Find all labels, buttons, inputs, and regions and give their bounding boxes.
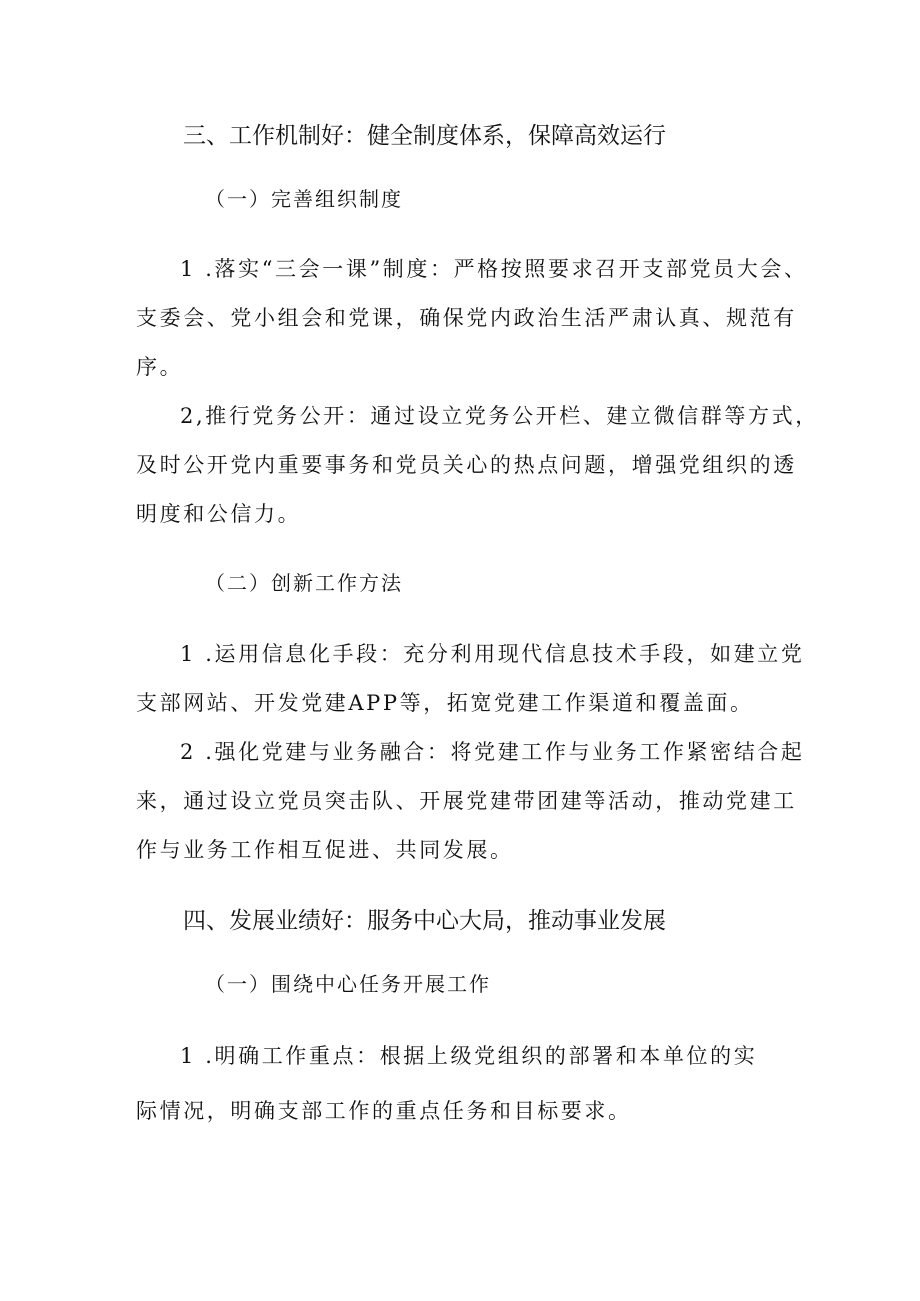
paragraph-line: 1 .落实“三会一课”制度：严格按照要求召开支部党员大会、: [180, 257, 808, 281]
paragraph-line: 2 .强化党建与业务融合：将党建工作与业务工作紧密结合起: [180, 740, 805, 764]
section-heading-3: 三、工作机制好：健全制度体系，保障高效运行: [183, 123, 666, 149]
paragraph-line: 际情况，明确支部工作的重点任务和目标要求。: [136, 1099, 632, 1123]
subsection-title-3-2: （二）创新工作方法: [205, 571, 403, 595]
paragraph-line: 支委会、党小组会和党课，确保党内政治生活严肃认真、规范有: [136, 306, 797, 330]
paragraph-line: 1 .运用信息化手段：充分利用现代信息技术手段，如建立党: [180, 642, 805, 666]
paragraph-line: 作与业务工作相互促进、共同发展。: [136, 838, 514, 862]
paragraph-line: 支部网站、开发党建APP等，拓宽党建工作渠道和覆盖面。: [136, 691, 754, 715]
subsection-title-3-1: （一）完善组织制度: [205, 187, 403, 211]
section-heading-4: 四、发展业绩好：服务中心大局，推动事业发展: [183, 908, 666, 934]
paragraph-line: 序。: [136, 355, 184, 379]
paragraph-line: 及时公开党内重要事务和党员关心的热点问题，增强党组织的透: [136, 453, 797, 477]
paragraph-line: 2,推行党务公开：通过设立党务公开栏、建立微信群等方式，: [180, 404, 819, 428]
paragraph-line: 1 .明确工作重点：根据上级党组织的部署和本单位的实: [180, 1044, 758, 1068]
paragraph-line: 来，通过设立党员突击队、开展党建带团建等活动，推动党建工: [136, 789, 797, 813]
paragraph-line: 明度和公信力。: [136, 502, 302, 526]
subsection-title-4-1: （一）围绕中心任务开展工作: [205, 972, 491, 996]
